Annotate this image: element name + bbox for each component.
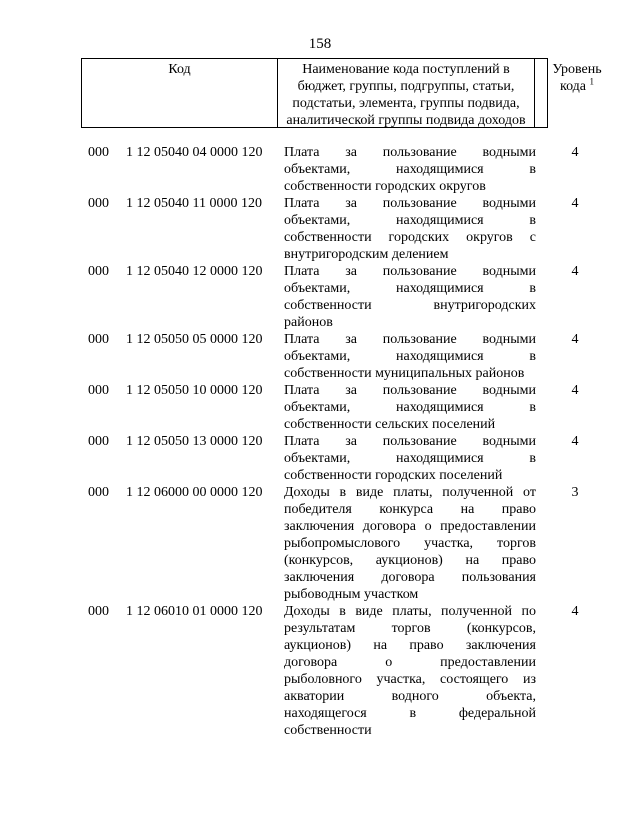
revenue-name-line: договора о предоставлении <box>284 655 536 670</box>
revenue-name <box>284 603 536 739</box>
revenue-name-line: районов <box>284 315 333 330</box>
revenue-name-line: собственности городских округов с <box>284 230 536 245</box>
revenue-name-line: находящегося в федеральной <box>284 706 536 721</box>
revenue-name-line: Плата за пользование водными <box>284 145 536 160</box>
revenue-name-line: собственности внутригородских <box>284 298 536 313</box>
revenue-code: 1 12 05050 10 0000 120 <box>126 383 263 398</box>
table-row <box>0 195 640 263</box>
header-level-word: кода <box>559 79 587 94</box>
revenue-name-line: победителя конкурса на право <box>284 502 536 517</box>
table-row <box>0 433 640 484</box>
footnote-marker: 1 <box>589 76 595 87</box>
header-name-line: Наименование кода поступлений в <box>302 62 510 77</box>
code-level: 4 <box>571 145 579 160</box>
revenue-code: 1 12 05040 11 0000 120 <box>126 196 262 211</box>
table-row <box>0 263 640 331</box>
admin-code: 000 <box>88 434 109 449</box>
code-level: 4 <box>571 604 579 619</box>
revenue-name <box>284 144 536 195</box>
revenue-code: 1 12 05040 12 0000 120 <box>126 264 263 279</box>
revenue-name-line: объектами, находящимися в <box>284 281 536 296</box>
header-code-cell <box>82 59 278 127</box>
revenue-name-line: заключения договора о предоставлении <box>284 519 536 534</box>
header-code-label: Код <box>168 62 191 77</box>
revenue-name-line: Плата за пользование водными <box>284 332 536 347</box>
code-level: 4 <box>571 383 579 398</box>
revenue-code: 1 12 05050 13 0000 120 <box>126 434 263 449</box>
revenue-name <box>284 263 536 331</box>
header-name-line: аналитической группы подвида доходов <box>286 113 526 128</box>
header-name-cell <box>278 59 535 127</box>
revenue-name-line: заключения договора пользования <box>284 570 536 585</box>
revenue-name-line: собственности <box>284 723 372 738</box>
table-row <box>0 603 640 739</box>
header-level-cell <box>535 59 619 127</box>
revenue-code: 1 12 06010 01 0000 120 <box>126 604 263 619</box>
header-name-line: подстатьи, элемента, группы подвида, <box>292 96 520 111</box>
code-level: 4 <box>571 434 579 449</box>
admin-code: 000 <box>88 332 109 347</box>
revenue-name-line: собственности муниципальных районов <box>284 366 525 381</box>
code-level: 4 <box>571 196 579 211</box>
revenue-name <box>284 382 536 433</box>
revenue-name <box>284 331 536 382</box>
revenue-name-line: рыбоводным участком <box>284 587 419 602</box>
code-level: 3 <box>571 485 579 500</box>
revenue-name-line: объектами, находящимися в <box>284 349 536 364</box>
code-level: 4 <box>571 332 579 347</box>
revenue-name-line: (конкурсов, аукционов) на право <box>284 553 536 568</box>
revenue-name-line: аукционов) на право заключения <box>284 638 536 653</box>
revenue-code: 1 12 05050 05 0000 120 <box>126 332 263 347</box>
revenue-name-line: Плата за пользование водными <box>284 264 536 279</box>
admin-code: 000 <box>88 604 109 619</box>
table-row <box>0 484 640 603</box>
revenue-code: 1 12 05040 04 0000 120 <box>126 145 263 160</box>
revenue-name-line: объектами, находящимися в <box>284 213 536 228</box>
revenue-name-line: внутригородским делением <box>284 247 449 262</box>
admin-code: 000 <box>88 485 109 500</box>
revenue-code: 1 12 06000 00 0000 120 <box>126 485 263 500</box>
revenue-name-line: рыбопромыслового участка, торгов <box>284 536 536 551</box>
admin-code: 000 <box>88 196 109 211</box>
revenue-name-line: Доходы в виде платы, полученной по <box>284 604 536 619</box>
code-level: 4 <box>571 264 579 279</box>
revenue-name-line: собственности сельских поселений <box>284 417 496 432</box>
revenue-name-line: объектами, находящимися в <box>284 451 536 466</box>
admin-code: 000 <box>88 383 109 398</box>
revenue-name-line: собственности городских поселений <box>284 468 503 483</box>
header-name-line: бюджет, группы, подгруппы, статьи, <box>297 79 515 94</box>
header-level-line <box>535 78 619 95</box>
table-row <box>0 331 640 382</box>
revenue-name-line: объектами, находящимися в <box>284 400 536 415</box>
revenue-name-line: объектами, находящимися в <box>284 162 536 177</box>
revenue-name-line: Доходы в виде платы, полученной от <box>284 485 536 500</box>
admin-code: 000 <box>88 264 109 279</box>
revenue-name-line: собственности городских округов <box>284 179 486 194</box>
revenue-name-line: рыболовного участка, состоящего из <box>284 672 536 687</box>
revenue-name-line: Плата за пользование водными <box>284 434 536 449</box>
admin-code: 000 <box>88 145 109 160</box>
revenue-name <box>284 433 536 484</box>
revenue-name-line: Плата за пользование водными <box>284 196 536 211</box>
page-number: 158 <box>308 36 332 52</box>
table-header <box>81 58 602 128</box>
revenue-name-line: результатам торгов (конкурсов, <box>284 621 536 636</box>
revenue-name <box>284 195 536 263</box>
table-row <box>0 382 640 433</box>
revenue-name-line: акватории водного объекта, <box>284 689 536 704</box>
revenue-name <box>284 484 536 603</box>
header-level-line: Уровень <box>552 62 602 77</box>
revenue-name-line: Плата за пользование водными <box>284 383 536 398</box>
table-row <box>0 144 640 195</box>
